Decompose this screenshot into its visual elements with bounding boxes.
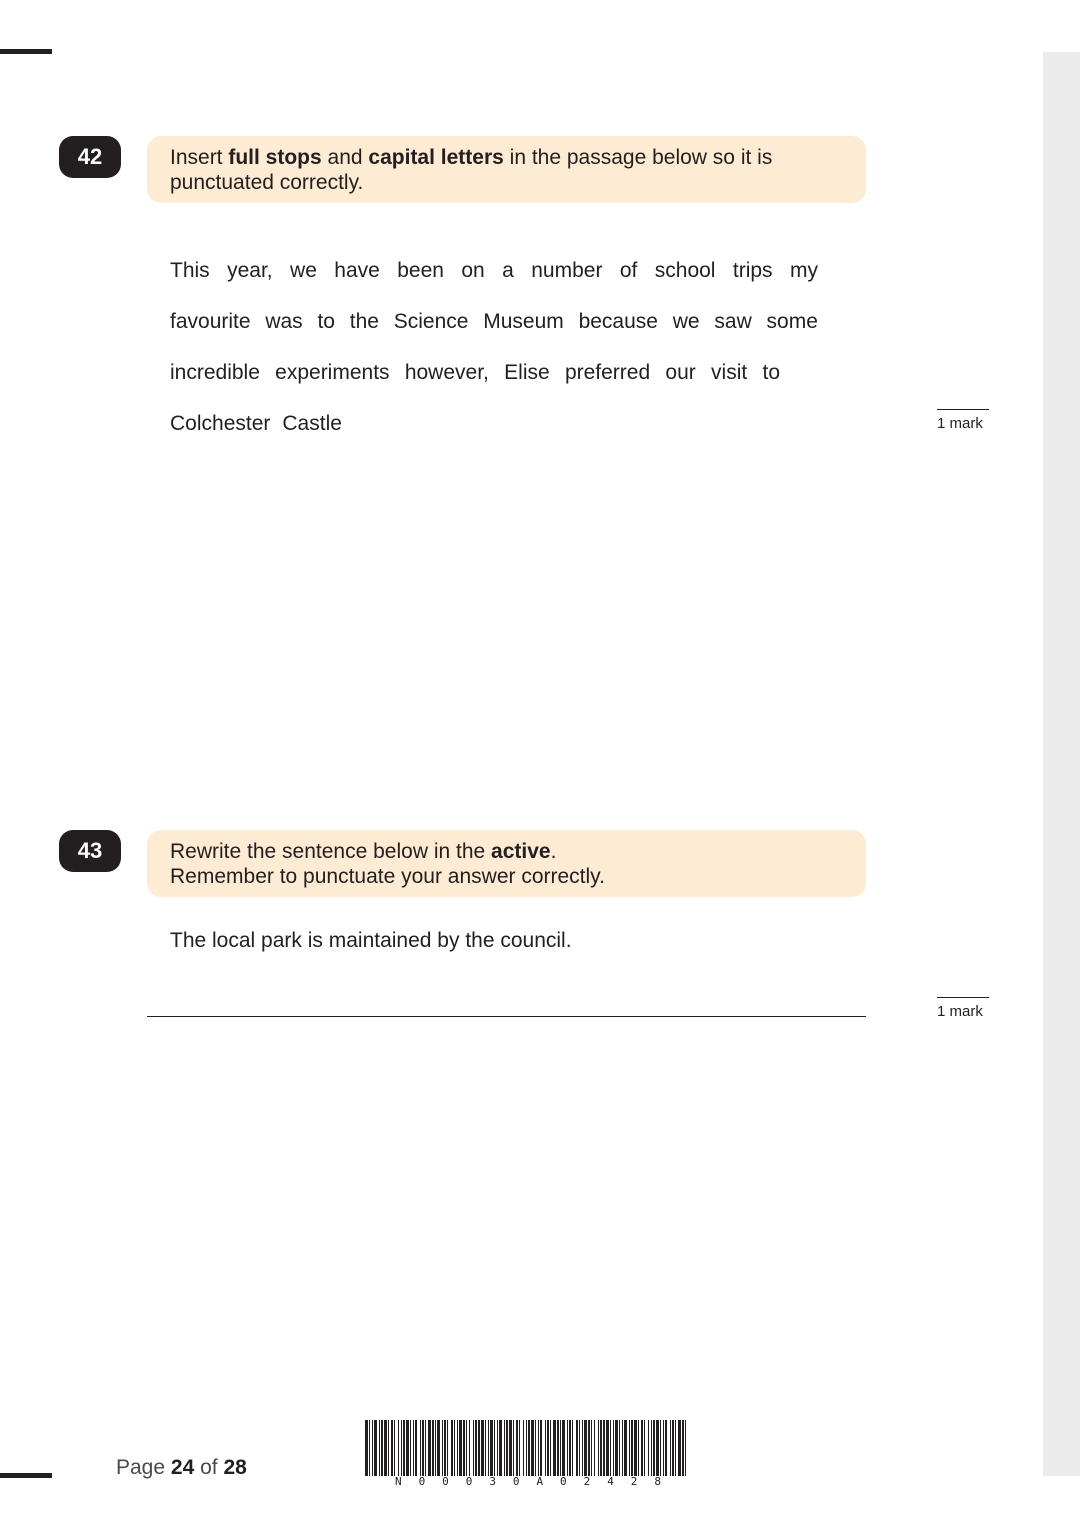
barcode-bar [606, 1420, 609, 1476]
page-number [116, 1455, 247, 1481]
barcode-bar [550, 1420, 551, 1476]
instruction-text: . [550, 840, 557, 863]
barcode-bar [579, 1420, 580, 1476]
passage-word[interactable]: number [531, 259, 603, 282]
barcode-bar [459, 1420, 462, 1476]
barcode-bar [582, 1420, 583, 1476]
passage-word[interactable]: visit [711, 361, 748, 384]
barcode-char: 0 [512, 1475, 520, 1488]
barcode-bar [685, 1420, 686, 1476]
barcode-bar [497, 1420, 498, 1476]
barcode-bar [384, 1420, 387, 1476]
passage-word[interactable]: trips [732, 259, 773, 282]
barcode-bar [398, 1420, 399, 1476]
barcode-bar [444, 1420, 446, 1476]
barcode-bar [569, 1420, 571, 1476]
barcode-bar [663, 1420, 664, 1476]
barcode-bar [415, 1420, 417, 1476]
barcode-bar [485, 1420, 486, 1476]
crop-mark-top [0, 49, 52, 54]
passage-word[interactable]: Science [393, 310, 469, 333]
barcode-bar [374, 1420, 377, 1476]
barcode-bar [600, 1420, 602, 1476]
sentence-to-rewrite: The local park is maintained by the council. [170, 929, 572, 952]
barcode-bar [588, 1420, 590, 1476]
barcode-bar [624, 1420, 627, 1476]
barcode-bar [670, 1420, 671, 1476]
passage-line [170, 411, 818, 462]
instruction-text: and [321, 146, 369, 169]
barcode-bar [447, 1420, 448, 1476]
passage-word[interactable]: favourite [170, 310, 251, 333]
passage-word[interactable]: preferred [564, 361, 651, 384]
barcode-char: 0 [465, 1475, 473, 1488]
barcode-bar [603, 1420, 605, 1476]
barcode-bar [369, 1420, 370, 1476]
barcode-bars [365, 1420, 687, 1476]
instruction-text: Rewrite the sentence below in the [170, 840, 492, 863]
passage-word[interactable]: of [619, 259, 638, 282]
barcode-bar [576, 1420, 578, 1476]
passage-word[interactable]: incredible [170, 361, 260, 384]
barcode-bar [442, 1420, 443, 1476]
barcode-bar [422, 1420, 424, 1476]
barcode-bar [644, 1420, 645, 1476]
barcode-char: A [536, 1475, 544, 1488]
instruction-bold: capital letters [368, 146, 504, 169]
barcode-bar [506, 1420, 508, 1476]
barcode-bar [528, 1420, 530, 1476]
passage-word[interactable]: school [654, 259, 716, 282]
passage-word[interactable]: because [578, 310, 658, 333]
passage-word[interactable]: was [265, 310, 303, 333]
passage-word[interactable]: been [397, 259, 444, 282]
barcode-bar [403, 1420, 405, 1476]
barcode-bar [660, 1420, 661, 1476]
passage-word[interactable]: my [789, 259, 818, 282]
barcode-bar [425, 1420, 426, 1476]
barcode-bar [437, 1420, 440, 1476]
barcode-bar [540, 1420, 542, 1476]
barcode-bar [481, 1420, 484, 1476]
passage-word[interactable]: our [665, 361, 696, 384]
barcode-char: 4 [607, 1475, 614, 1488]
barcode-bar [490, 1420, 493, 1476]
barcode-bar [531, 1420, 534, 1476]
barcode-bar [454, 1420, 455, 1476]
barcode-bar [545, 1420, 546, 1476]
instruction-text: Remember to punctuate your answer correctly. [170, 865, 605, 888]
barcode-bar [488, 1420, 489, 1476]
barcode-bar [598, 1420, 599, 1476]
barcode-bar [473, 1420, 474, 1476]
barcode-bar [613, 1420, 614, 1476]
passage-word[interactable]: experiments [275, 361, 390, 384]
passage-line [170, 258, 818, 309]
passage-word[interactable]: we [290, 259, 317, 282]
passage-word[interactable]: to [762, 361, 780, 384]
barcode-bar [457, 1420, 458, 1476]
barcode-bar [365, 1420, 368, 1476]
instruction-bold: full stops [228, 146, 322, 169]
page-of: of [194, 1456, 224, 1479]
passage-word[interactable]: have [334, 259, 380, 282]
barcode-bar [420, 1420, 421, 1476]
barcode-bar [557, 1420, 559, 1476]
barcode-bar [634, 1420, 637, 1476]
barcode-bar [631, 1420, 633, 1476]
barcode-bar [432, 1420, 434, 1476]
barcode-bar [682, 1420, 684, 1476]
barcode-bar [615, 1420, 618, 1476]
mark-label-43: 1 mark [937, 997, 989, 1020]
barcode-bar [391, 1420, 393, 1476]
barcode-char: 2 [630, 1475, 638, 1488]
barcode-bar [535, 1420, 536, 1476]
barcode-bar [591, 1420, 592, 1476]
passage-word[interactable]: year, [227, 259, 273, 282]
barcode-bar [622, 1420, 623, 1476]
instruction-text: in the passage below so it is [503, 146, 773, 169]
passage-word[interactable]: to [317, 310, 335, 333]
instruction-text: punctuated correctly. [170, 171, 364, 194]
barcode-bar [494, 1420, 495, 1476]
barcode-bar [466, 1420, 467, 1476]
passage-word[interactable]: we [672, 310, 700, 333]
barcode-bar [379, 1420, 380, 1476]
question-number-43: 43 [59, 830, 121, 872]
page-total: 28 [223, 1456, 247, 1479]
barcode-bar [410, 1420, 411, 1476]
barcode-bar [594, 1420, 595, 1476]
mark-label-42: 1 mark [937, 409, 989, 432]
passage-word[interactable]: the [349, 310, 379, 333]
barcode-bar [584, 1420, 587, 1476]
barcode-bar [678, 1420, 681, 1476]
barcode-bar [372, 1420, 373, 1476]
barcode-bar [641, 1420, 643, 1476]
instruction-text: Insert [170, 146, 229, 169]
passage-word[interactable]: Colchester [170, 412, 271, 435]
question-number-42: 42 [59, 136, 121, 178]
crop-mark-bottom [0, 1473, 52, 1478]
barcode-char: 0 [560, 1475, 567, 1488]
barcode-char: 2 [583, 1475, 591, 1488]
barcode-char: 8 [654, 1475, 661, 1488]
barcode-bar [648, 1420, 649, 1476]
barcode-bar [653, 1420, 655, 1476]
barcode-bar [504, 1420, 505, 1476]
barcode-bar [619, 1420, 620, 1476]
passage-word[interactable]: This [170, 259, 210, 282]
barcode-bar [401, 1420, 402, 1476]
barcode-bar [629, 1420, 630, 1476]
barcode-bar [428, 1420, 431, 1476]
barcode-bar [381, 1420, 383, 1476]
passage-word[interactable]: on [461, 259, 485, 282]
barcode-bar [665, 1420, 667, 1476]
barcode-bar [562, 1420, 565, 1476]
page-current: 24 [170, 1456, 195, 1479]
instruction-bold: active [491, 840, 551, 863]
barcode-bar [538, 1420, 539, 1476]
barcode-bar [560, 1420, 561, 1476]
passage-line [170, 309, 818, 360]
passage-word[interactable]: some [766, 310, 818, 333]
barcode-bar [435, 1420, 436, 1476]
barcode-char: 0 [442, 1475, 449, 1488]
passage-word[interactable]: a [502, 259, 514, 282]
passage-word[interactable]: saw [714, 310, 752, 333]
passage-word[interactable]: Museum [483, 310, 564, 333]
question-42-instruction [147, 136, 866, 203]
barcode [365, 1420, 687, 1488]
barcode-char: N [395, 1475, 402, 1488]
answer-line[interactable] [147, 1016, 866, 1017]
passage[interactable] [170, 258, 818, 462]
margin-strip [1043, 52, 1080, 1476]
barcode-bar [526, 1420, 527, 1476]
page-label: Page [116, 1456, 171, 1479]
barcode-bar [478, 1420, 480, 1476]
barcode-bar [463, 1420, 465, 1476]
barcode-bar [394, 1420, 395, 1476]
barcode-bar [513, 1420, 514, 1476]
barcode-bar [451, 1420, 453, 1476]
barcode-bar [475, 1420, 477, 1476]
barcode-bar [547, 1420, 549, 1476]
barcode-bar [516, 1420, 518, 1476]
question-43-instruction [147, 830, 866, 897]
barcode-bar [406, 1420, 409, 1476]
barcode-char: 3 [489, 1475, 496, 1488]
barcode-bar [672, 1420, 674, 1476]
barcode-bar [469, 1420, 470, 1476]
passage-line [170, 360, 780, 411]
barcode-bar [523, 1420, 524, 1476]
barcode-bar [388, 1420, 389, 1476]
barcode-bar [499, 1420, 502, 1476]
barcode-char: 0 [418, 1475, 426, 1488]
barcode-text [395, 1476, 661, 1488]
barcode-bar [413, 1420, 414, 1476]
barcode-bar [567, 1420, 568, 1476]
passage-word[interactable]: Elise [504, 361, 550, 384]
barcode-bar [610, 1420, 611, 1476]
barcode-bar [553, 1420, 556, 1476]
barcode-bar [638, 1420, 639, 1476]
barcode-bar [572, 1420, 573, 1476]
barcode-bar [509, 1420, 512, 1476]
passage-word[interactable]: however, [404, 361, 489, 384]
passage-word[interactable]: Castle [282, 412, 342, 435]
barcode-bar [656, 1420, 659, 1476]
barcode-bar [675, 1420, 676, 1476]
barcode-bar [519, 1420, 520, 1476]
barcode-bar [651, 1420, 652, 1476]
